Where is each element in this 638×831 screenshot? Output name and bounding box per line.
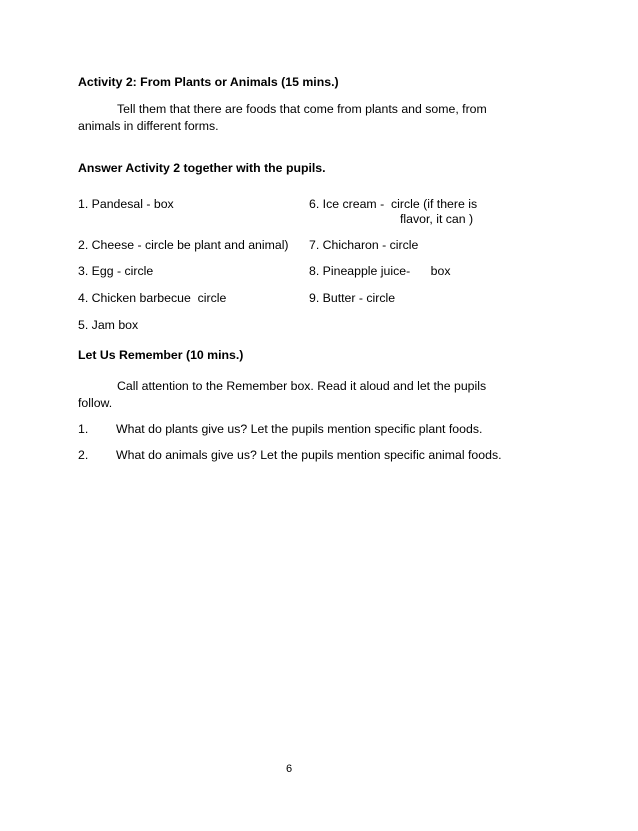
answer-heading: Answer Activity 2 together with the pupils. (78, 161, 326, 175)
page-number: 6 (285, 763, 293, 775)
question-1-text: What do plants give us? Let the pupils mention specific plant foods. (116, 422, 483, 436)
answer-item-9: 9. Butter - circle (309, 291, 396, 305)
remember-paragraph (78, 378, 498, 412)
answer-item-6: 6. Ice cream - circle (if there is (309, 197, 478, 211)
activity2-heading: Activity 2: From Plants or Animals (15 mins.) (78, 75, 339, 89)
activity2-para-line2: animals in different forms. (78, 119, 219, 133)
question-2-text: What do animals give us? Let the pupils mention specific animal foods. (116, 448, 502, 462)
answer-item-8: 8. Pineapple juice- box (309, 264, 451, 278)
remember-para-line2: follow. (78, 396, 113, 410)
question-1 (78, 422, 482, 436)
answer-item-5: 5. Jam box (78, 318, 139, 332)
answer-item-1: 1. Pandesal - box (78, 197, 174, 211)
activity2-para-line1: Tell them that there are foods that come from plants and some, from (117, 102, 487, 116)
answer-item-7: 7. Chicharon - circle (309, 238, 419, 252)
activity2-paragraph (78, 101, 498, 135)
question-1-number: 1. (78, 422, 89, 436)
remember-heading: Let Us Remember (10 mins.) (78, 348, 244, 362)
answer-item-4: 4. Chicken barbecue circle (78, 291, 227, 305)
remember-para-line1: Call attention to the Remember box. Read it aloud and let the pupils (117, 379, 487, 393)
question-2-number: 2. (78, 448, 89, 462)
question-2 (78, 448, 502, 462)
answer-item-3: 3. Egg - circle (78, 264, 154, 278)
answer-item-6-continuation: flavor, it can ) (400, 212, 474, 226)
answer-item-2: 2. Cheese - circle be plant and animal) (78, 238, 289, 252)
